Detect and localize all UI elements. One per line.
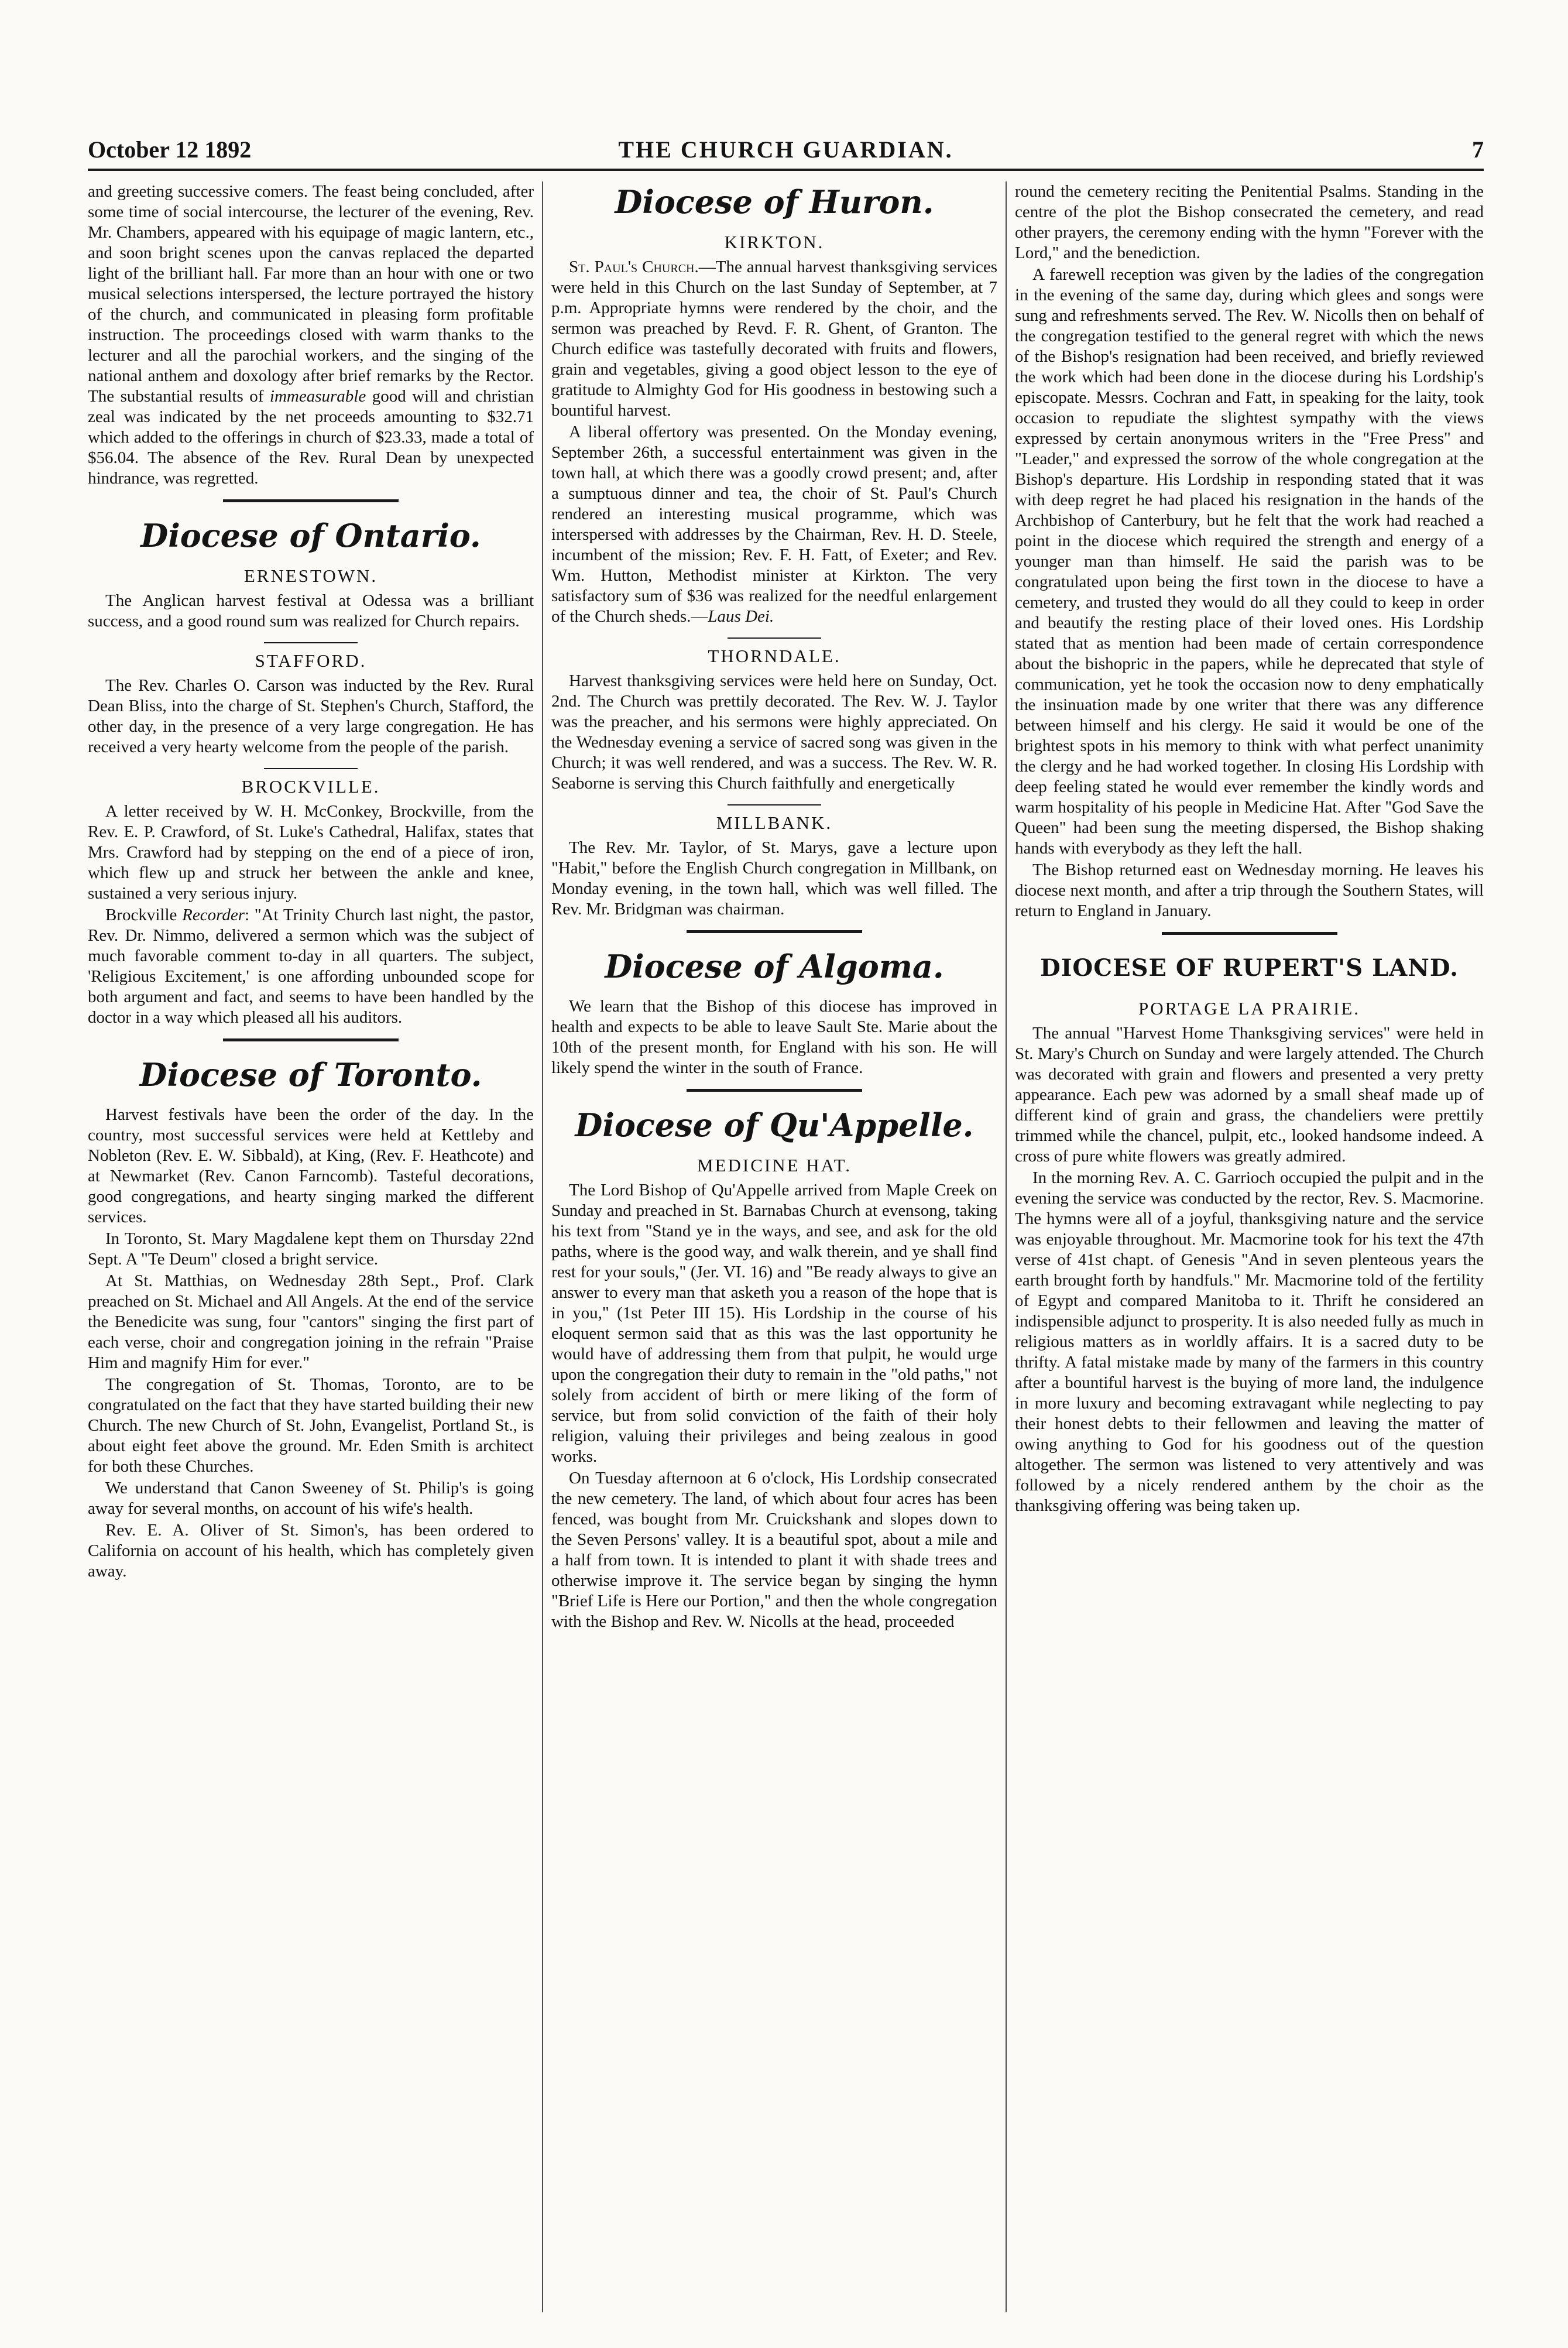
section-divider — [687, 1089, 862, 1092]
diocese-heading-ontario: Diocese of Ontario. — [140, 517, 481, 554]
article-medicine-hat-2: On Tuesday afternoon at 6 o'clock, His Lordship consecrated the new cemetery. The land, of which about four acres has been fenced, was bought from Mr. Cruickshank and slopes down to the Seven Persons' valley. It is a beautiful spot, about a mile and a half from town. It is intended to plant it with shade trees and otherwise improve it. The service began by singing the hymn "Brief Life is Here our Portion," and then the whole congregation with the Bishop and Rev. W. Nicolls at the head, proceeded — [551, 1469, 997, 1631]
article-bishop-departure: The Bishop returned east on Wednesday morning. He leaves his diocese next month, and after a trip through the Southern States, will return to England in January. — [1015, 861, 1484, 920]
column-rule — [1006, 181, 1007, 2312]
issue-date: October 12 1892 — [88, 136, 252, 163]
column-1 — [88, 181, 534, 2312]
page-number: 7 — [1472, 136, 1484, 163]
article-portage-2: In the morning Rev. A. C. Garrioch occupied the pulpit and in the evening the service was conducted by the rector, Rev. S. Macmorine. The hymns were all of a joyful, thanksgiving nature and the service was enjoyable throughout. Mr. Macmorine took for his text the 47th verse of 41st chapt. of Genesis "And in seven plenteous years the earth brought forth by handfuls." Mr. Macmorine told of the fertility of Egypt and compared Manitoba to it. Thrift he considered an indispensible adjunct to prosperity. It is also needed fully as much in religious matters as in worldly affairs. It is a sacred duty to be thrifty. A fatal mistake made by many of the farmers in this country after a bountiful harvest is the buying of more land, the indulgence in more luxury and becoming extravagant while neglecting to pay their honest debts to their fellowmen and leaving the matter of owing anything to God for his goodness out of the question altogether. The sermon was listened to very attentively and was followed by a nicely rendered anthem by the choir as the thanksgiving offering was being taken up. — [1015, 1168, 1484, 1515]
article-toronto-1: Harvest festivals have been the order of the day. In the country, most successful services were held at Kettleby and Nobleton (Rev. E. W. Sibbald), at King, (Rev. F. Heathcote) and at Newmarket (Rev. Canon Farncomb). Tasteful decorations, good congregations, and hearty singing marked the different services. — [88, 1105, 534, 1226]
section-divider — [1162, 932, 1337, 935]
diocese-heading-toronto: Diocese of Toronto. — [139, 1056, 482, 1094]
section-divider — [223, 1038, 399, 1041]
article-toronto-3: At St. Matthias, on Wednesday 28th Sept., Prof. Clark preached on St. Michael and All Angels. At the end of the service the Benedicite was sung, four "cantors" singing the first part of each verse, choir and congregation joining in the refrain "Praise Him and magnify Him for ever." — [88, 1271, 534, 1372]
place-heading-ernestown: ERNESTOWN. — [243, 565, 378, 586]
column-rule — [542, 181, 543, 2312]
article-toronto-6: Rev. E. A. Oliver of St. Simon's, has been ordered to California on account of his health, which has completely given away. — [88, 1521, 534, 1581]
article-ernestown: The Anglican harvest festival at Odessa was a brilliant success, and a good round sum was realized for Church repairs. — [88, 591, 534, 630]
article-kirkton-1: St. Paul's Church.—The annual harvest thanksgiving services were held in this Church on the last Sunday of September, at 7 p.m. Appropriate hymns were rendered by the choir, and the sermon was preached by Revd. F. R. Ghent, of Granton. The Church edifice was tastefully decorated with fruits and flowers, grain and vegetables, giving a good object lesson to the eye of gratitude to Almighty God for His goodness in bestowing such a bountiful harvest. — [551, 258, 997, 420]
place-heading-medicine-hat: MEDICINE HAT. — [696, 1155, 852, 1175]
item-divider — [264, 768, 358, 769]
article-medicine-hat-continued: round the cemetery reciting the Penitential Psalms. Standing in the centre of the plot the Bishop consecrated the cemetery, and read other prayers, the ceremony ending with the hymn "Forever with the Lord," and the benediction. — [1015, 182, 1484, 262]
article-stafford: The Rev. Charles O. Carson was inducted by the Rev. Rural Dean Bliss, into the charge of St. Stephen's Church, Stafford, the other day, in the presence of a very large congregation. He has received a very hearty welcome from the people of the parish. — [88, 676, 534, 756]
article-toronto-5: We understand that Canon Sweeney of St. Philip's is going away for several months, on account of his wife's health. — [88, 1479, 534, 1518]
column-2 — [551, 181, 997, 2312]
place-heading-kirkton: KIRKTON. — [724, 232, 825, 252]
place-heading-thorndale: THORNDALE. — [708, 646, 841, 666]
place-heading-portage: PORTAGE LA PRAIRIE. — [1138, 998, 1361, 1019]
article-algoma: We learn that the Bishop of this diocese has improved in health and expects to be able to leave Sault Ste. Marie about the 10th of the present month, for England with his son. He will likely spend the winter in the south of France. — [551, 997, 997, 1077]
article-toronto-4: The congregation of St. Thomas, Toronto, are to be congratulated on the fact that they have started building their new Church. The new Church of St. John, Evangelist, Portland St., is about eight feet above the ground. Mr. Eden Smith is architect for both these Churches. — [88, 1375, 534, 1476]
place-heading-millbank: MILLBANK. — [716, 813, 833, 833]
item-divider — [264, 642, 358, 643]
article-kirkton-2: A liberal offertory was presented. On the Monday evening, September 26th, a successful entertainment was given in the town hall, at which there was a goodly crowd present; and, after a sumptuous dinner and tea, the choir of St. Paul's Church rendered an interesting musical programme, which was interspersed with addresses by the Chairman, Rev. H. D. Steele, incumbent of the mission; Rev. F. H. Fatt, of Exeter; and Rev. Wm. Hutton, Methodist minister at Kirkton. The very satisfactory sum of $36 was realized for the needful enlargement of the Church sheds.—Laus Dei. — [551, 423, 997, 626]
article-continuation: and greeting successive comers. The feast being concluded, after some time of social intercourse, the lecturer of the evening, Rev. Mr. Chambers, appeared with his equipage of magic lantern, etc., and soon bright scenes upon the canvas replaced the departed light of the brilliant hall. Far more than an hour with one or two musical selections interspersed, the lecture portrayed the history of the church, and communicated in pleasing form profitable instruction. The proceedings closed with warm thanks to the lecturer and all the parochial workers, and the singing of the national anthem and doxology after brief remarks by the Rector. The substantial results of immeasurable good will and christian zeal was indicated by the net proceeds amounting to $32.71 which added to the offerings in church of $23.33, made a total of $56.04. The absence of the Rev. Rural Dean by unexpected hindrance, was regretted. — [88, 182, 534, 488]
section-divider — [223, 499, 399, 502]
item-divider — [728, 637, 821, 639]
masthead — [88, 133, 1484, 171]
diocese-heading-huron: Diocese of Huron. — [615, 183, 934, 221]
article-millbank: The Rev. Mr. Taylor, of St. Marys, gave a lecture upon "Habit," before the English Church congregation in Millbank, on Monday evening, in the town hall, which was well filled. The Rev. Mr. Bridgman was chairman. — [551, 838, 997, 918]
diocese-heading-ruperts-land: DIOCESE OF RUPERT'S LAND. — [1040, 954, 1459, 982]
article-thorndale: Harvest thanksgiving services were held here on Sunday, Oct. 2nd. The Church was prettily decorated. The Rev. W. J. Taylor was the preacher, and his sermons were highly appreciated. On the Wednesday evening a service of sacred song was given in the Church; it was well rendered, and was a success. The Rev. W. R. Seaborne is serving this Church faithfully and energetically — [551, 671, 997, 793]
article-brockville: A letter received by W. H. McConkey, Brockville, from the Rev. E. P. Crawford, of St. Luke's Cathedral, Halifax, states that Mrs. Crawford had by stepping on the end of a piece of iron, which flew up and struck her between the ankle and knee, sustained a very serious injury. — [88, 802, 534, 903]
article-farewell-reception: A farewell reception was given by the ladies of the congregation in the evening of the same day, during which glees and songs were sung and refreshments served. The Rev. W. Nicolls then on behalf of the congregation testified to the general regret with which the news of the Bishop's resignation had been received, and briefly reviewed the work which had been done in the diocese during his Lordship's episcopate. Messrs. Cochran and Fatt, in speaking for the laity, took occasion to repudiate the slightest sympathy with the views expressed by certain anonymous writers in the "Free Press" and "Leader," and expressed the sorrow of the whole congregation at the Bishop's departure. His Lordship in responding stated that it was with deep regret he had placed his resignation in the hands of the Archbishop of Canterbury, but he felt that the work had reached a point in the diocese which required the strength and energy of a younger man than himself. He said the parish was to be congratulated upon being the first town in the diocese to have a cemetery, and trusted they would do all they could to keep in order and beautify the resting place of their loved ones. His Lordship stated that as mention had been made of certain correspondence about the bishopric in the papers, while he deprecated that style of communication, yet he took the occasion now to deny emphatically the insinuation made by one writer that there was any difference between himself and his clergy. He said it would be one of the brightest spots in his memory to think with what perfect unanimity the clergy and he had worked together. In closing His Lordship with deep feeling stated he would ever remember the kindly words and warm hospitality of his people in Medicine Hat. After "God Save the Queen" had been sung the meeting dispersed, the Bishop shaking hands with everybody as they left the hall. — [1015, 265, 1484, 858]
newspaper-title: THE CHURCH GUARDIAN. — [618, 136, 953, 163]
article-portage-1: The annual "Harvest Home Thanksgiving services" were held in St. Mary's Church on Sunday and were largely attended. The Church was decorated with grain and flowers and presented a very pretty appearance. Each pew was adorned by a small sheaf made up of different kind of grain and grass, the chandeliers were prettily trimmed while the chancel, pulpit, etc., looked handsome indeed. A cross of pure white flowers was greatly admired. — [1015, 1024, 1484, 1166]
article-brockville-recorder: Brockville Recorder: "At Trinity Church last night, the pastor, Rev. Dr. Nimmo, delivered a sermon which was the subject of much favorable comment to-day in all quarters. The subject, 'Religious Excitement,' is one affording unbounded scope for both argument and fact, and seems to have been handled by the doctor in a way which pleased all his auditors. — [88, 906, 534, 1027]
item-divider — [728, 804, 821, 805]
place-heading-brockville: BROCKVILLE. — [241, 776, 380, 797]
diocese-heading-algoma: Diocese of Algoma. — [605, 948, 944, 985]
article-medicine-hat-1: The Lord Bishop of Qu'Appelle arrived from Maple Creek on Sunday and preached in St. Barnabas Church at evensong, taking his text from "Stand ye in the ways, and see, and ask for the old paths, where is the good way, and walk therein, and ye shall find rest for your souls," (Jer. VI. 16) and "Be ready always to give an answer to every man that asketh you a reason of the hope that is in you," (1st Peter III 15). His Lordship in the course of his eloquent sermon said that as this was the last opportunity he would have of addressing them from that pulpit, he would urge upon the congregation their duty to remain in the "old paths," not solely from accident of birth or mere liking of the form of service, but from solid conviction of the faith of their holy religion, valuing their privileges and being zealous in good works. — [551, 1181, 997, 1466]
article-toronto-2: In Toronto, St. Mary Magdalene kept them on Thursday 22nd Sept. A "Te Deum" closed a bright service. — [88, 1229, 534, 1269]
diocese-heading-quappelle: Diocese of Qu'Appelle. — [575, 1106, 974, 1144]
column-3 — [1015, 181, 1484, 2312]
section-divider — [687, 930, 862, 933]
place-heading-stafford: STAFFORD. — [255, 650, 367, 671]
